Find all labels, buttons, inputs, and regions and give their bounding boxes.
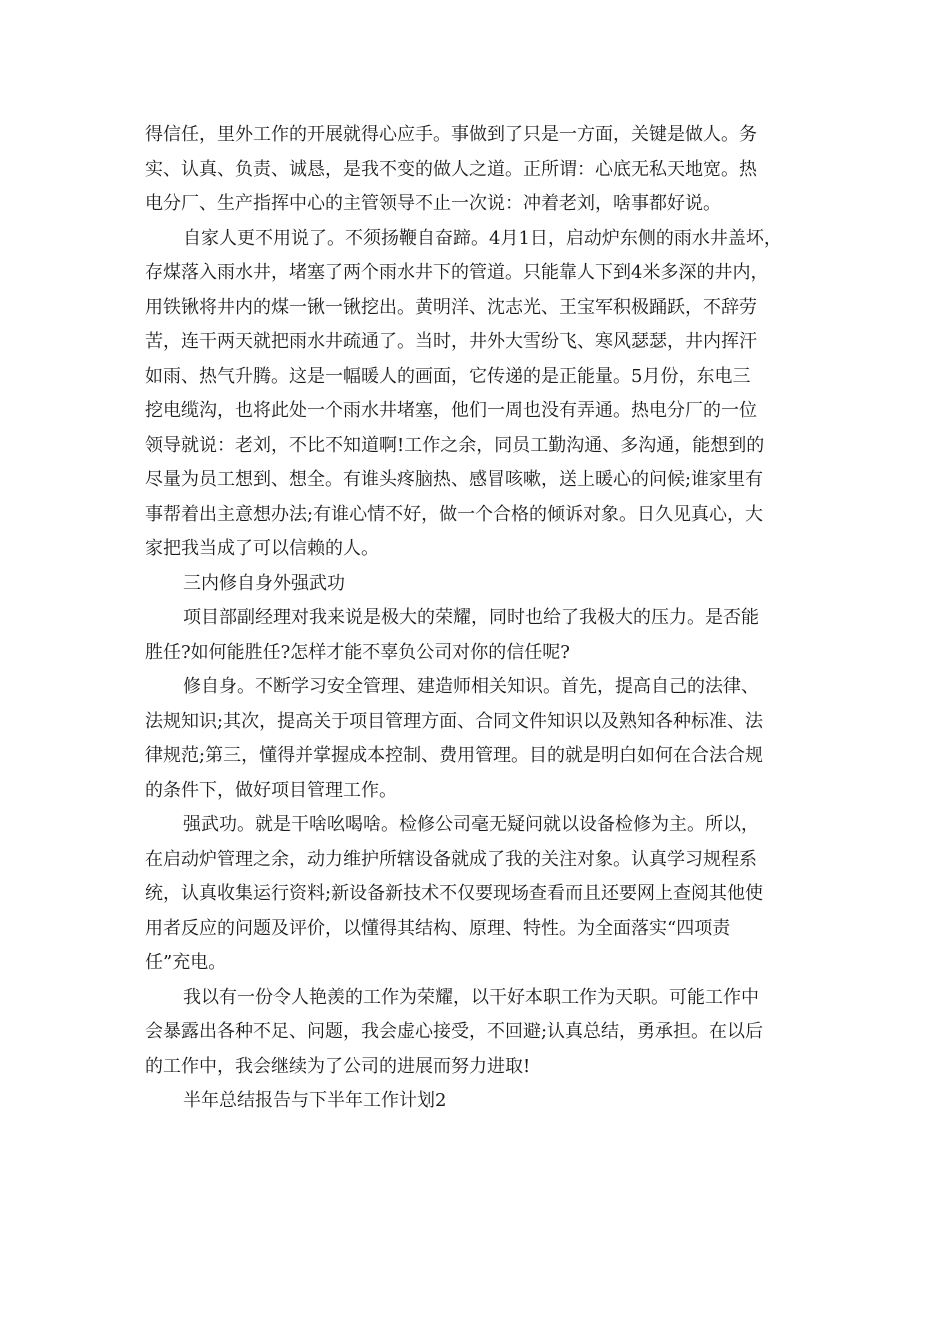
text-line: 半年总结报告与下半年工作计划2 [183, 1090, 447, 1111]
text-line: 电分厂、生产指挥中心的主管领导不止一次说：冲着老刘，啥事都好说。 [145, 193, 721, 214]
text-line: 用者反应的问题及评价，以懂得其结构、原理、特性。为全面落实“四项责 [145, 917, 731, 939]
text-line: 任”充电。 [145, 952, 227, 973]
text-line: 胜任?如何能胜任?怎样才能不辜负公司对你的信任呢? [145, 641, 570, 663]
text-line: 强武功。就是干啥吆喝啥。检修公司毫无疑问就以设备检修为主。所以， [183, 814, 759, 835]
text-line: 项目部副经理对我来说是极大的荣耀，同时也给了我极大的压力。是否能 [183, 607, 759, 628]
text-line: 事帮着出主意想办法;有谁心情不好，做一个合格的倾诉对象。日久见真心，大 [145, 503, 764, 525]
text-line: 尽量为员工想到、想全。有谁头疼脑热、感冒咳嗽，送上暖心的问候;谁家里有 [145, 469, 764, 490]
document-body [145, 118, 825, 1119]
text-line: 挖电缆沟，也将此处一个雨水井堵塞，他们一周也没有弄通。热电分厂的一位 [145, 400, 757, 421]
text-line: 法规知识;其次，提高关于项目管理方面、合同文件知识以及熟知各种标准、法 [145, 710, 764, 732]
text-line: 自家人更不用说了。不须扬鞭自奋蹄。4月1日，启动炉东侧的雨水井盖坏， [183, 227, 782, 249]
text-line: 领导就说：老刘，不比不知道啊!工作之余，同员工勤沟通、多沟通，能想到的 [145, 434, 765, 456]
text-line: 律规范;第三，懂得并掌握成本控制、费用管理。目的就是明白如何在合法合规 [145, 745, 764, 766]
text-line: 修自身。不断学习安全管理、建造师相关知识。首先，提高自己的法律、 [183, 676, 759, 697]
text-line: 会暴露出各种不足、问题，我会虚心接受，不回避;认真总结，勇承担。在以后 [145, 1021, 764, 1042]
text-line: 三内修自身外强武功 [183, 572, 345, 594]
text-line: 在启动炉管理之余，动力维护所辖设备就成了我的关注对象。认真学习规程系 [145, 848, 757, 870]
text-line: 实、认真、负责、诚恳，是我不变的做人之道。正所谓：心底无私天地宽。热 [145, 158, 757, 180]
text-line: 的工作中，我会继续为了公司的进展而努力进取! [145, 1055, 531, 1077]
text-line: 得信任，里外工作的开展就得心应手。事做到了只是一方面，关键是做人。务 [145, 124, 757, 145]
text-line: 苦，连干两天就把雨水井疏通了。当时，井外大雪纷飞、寒风瑟瑟，井内挥汗 [145, 331, 757, 352]
text-line: 如雨、热气升腾。这是一幅暖人的画面，它传递的是正能量。5月份，东电三 [145, 365, 751, 387]
text-line: 的条件下，做好项目管理工作。 [145, 779, 397, 801]
text-line: 我以有一份令人艳羡的工作为荣耀，以干好本职工作为天职。可能工作中 [183, 986, 759, 1008]
text-line: 家把我当成了可以信赖的人。 [145, 538, 379, 559]
text-line: 用铁锹将井内的煤一锹一锹挖出。黄明洋、沈志光、王宝军积极踊跃，不辞劳 [145, 296, 757, 318]
text-line: 统，认真收集运行资料;新设备新技术不仅要现场查看而且还要网上查阅其他使 [145, 883, 764, 904]
text-line: 存煤落入雨水井，堵塞了两个雨水井下的管道。只能靠人下到4米多深的井内， [145, 262, 769, 283]
